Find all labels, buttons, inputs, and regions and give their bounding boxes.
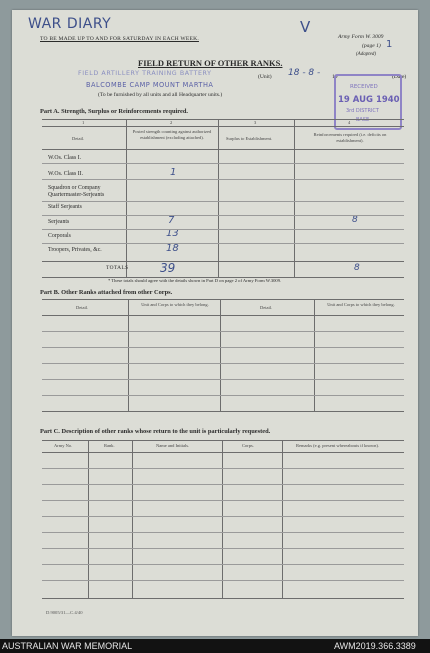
unit-stamp-line1: FIELD ARTILLERY TRAINING BATTERY bbox=[78, 70, 212, 77]
date-label: (Date) bbox=[392, 74, 407, 80]
page-number: 1 bbox=[386, 39, 393, 50]
archive-footer bbox=[0, 639, 430, 653]
stamp-date: 19 AUG 1940 bbox=[338, 95, 400, 105]
unit-label: (Unit) bbox=[258, 74, 272, 80]
footer-institution: AUSTRALIAN WAR MEMORIAL bbox=[2, 641, 133, 651]
part-c-col-corps: Corps. bbox=[242, 443, 254, 448]
part-c-col-name: Name and Initials. bbox=[156, 443, 190, 448]
row-label-wo2: W.Os. Class II. bbox=[48, 171, 84, 177]
part-c-table bbox=[42, 440, 404, 598]
col-number-1: 1 bbox=[82, 120, 85, 125]
page-label: (page 1) bbox=[362, 43, 381, 49]
value-troopers-posted: 18 bbox=[166, 243, 179, 254]
row-label-staff-serjeants: Staff Serjeants bbox=[48, 204, 82, 210]
value-serjeants-posted: 7 bbox=[168, 215, 175, 226]
totals-reinf: 8 bbox=[354, 263, 360, 273]
printer-code: D.9005/31—C.4/40 bbox=[46, 610, 83, 615]
row-label-corporals: Corporals bbox=[48, 233, 71, 239]
totals-footnote: * These totals should agree with the details shown in Part D on page 2 of Army Form W.3009. bbox=[108, 278, 282, 283]
part-b-col-unit-2: Unit and Corps to which they belong. bbox=[327, 302, 395, 307]
form-sheet bbox=[12, 10, 418, 636]
unit-stamp-line2: BALCOMBE CAMP MOUNT MARTHA bbox=[86, 81, 214, 89]
part-b-col-detail-2: Detail. bbox=[260, 305, 273, 310]
instruction-text: TO BE MADE UP TO AND FOR SATURDAY IN EACH WEEK. bbox=[40, 36, 199, 42]
col-header-detail: Detail. bbox=[72, 136, 85, 141]
part-c-col-rank: Rank. bbox=[104, 443, 115, 448]
form-number: Army Form W. 3009 bbox=[338, 34, 384, 40]
form-title: FIELD RETURN OF OTHER RANKS. bbox=[138, 58, 283, 68]
stamp-line1: RECEIVED bbox=[350, 84, 378, 90]
furnished-note: (To be furnished by all units and all Headquarter units.) bbox=[98, 92, 223, 98]
check-mark: V bbox=[300, 18, 311, 36]
col-header-reinforcements: Reinforcements required (i.e. deficits on establishment). bbox=[313, 132, 387, 143]
footer-accession-number: AWM2019.366.3389 bbox=[334, 641, 416, 651]
part-b-col-detail-1: Detail. bbox=[76, 305, 89, 310]
row-label-cqms: Squadron or Company Quartermaster-Serjeants bbox=[48, 185, 105, 198]
row-label-wo1: W.Os. Class I. bbox=[48, 155, 82, 161]
part-c-heading: Part C. Description of other ranks whose return to the unit is particularly requested. bbox=[40, 428, 271, 435]
part-b-col-unit-1: Unit and Corps to which they belong. bbox=[141, 302, 209, 307]
stamp-line2: 3rd DISTRICT bbox=[346, 108, 379, 114]
row-label-troopers: Troopers, Privates, &c. bbox=[48, 247, 102, 253]
date-prefix: 19 bbox=[332, 74, 338, 80]
adapted-label: (Adapted) bbox=[356, 52, 376, 57]
row-label-serjeants: Serjeants bbox=[48, 219, 70, 225]
totals-label: TOTALS bbox=[106, 265, 129, 271]
part-b-table bbox=[42, 299, 404, 411]
col-header-surplus: Surplus to Establishment. bbox=[226, 136, 273, 141]
totals-posted: 39 bbox=[160, 261, 176, 275]
col-number-3: 3 bbox=[254, 120, 257, 125]
war-diary-tag: WAR DIARY bbox=[28, 16, 112, 32]
col-number-4: 4 bbox=[348, 120, 351, 125]
stamp-line3: BASE bbox=[356, 117, 370, 123]
part-a-heading: Part A. Strength, Surplus or Reinforcements required. bbox=[40, 108, 188, 115]
col-number-2: 2 bbox=[170, 120, 173, 125]
value-corporals-posted: 13 bbox=[166, 228, 179, 239]
value-serjeants-reinf: 8 bbox=[352, 215, 358, 225]
part-c-col-remarks: Remarks (e.g. present whereabouts if known). bbox=[296, 443, 379, 448]
value-wo2-posted: 1 bbox=[170, 167, 177, 178]
date-value: 18 - 8 - bbox=[288, 68, 321, 78]
col-header-posted: Posted strength counting against authorized establishment (excluding attached). bbox=[132, 129, 212, 140]
part-a-table bbox=[42, 119, 404, 277]
part-b-heading: Part B. Other Ranks attached from other Corps. bbox=[40, 289, 173, 296]
part-c-col-army-no: Army No. bbox=[54, 443, 73, 448]
